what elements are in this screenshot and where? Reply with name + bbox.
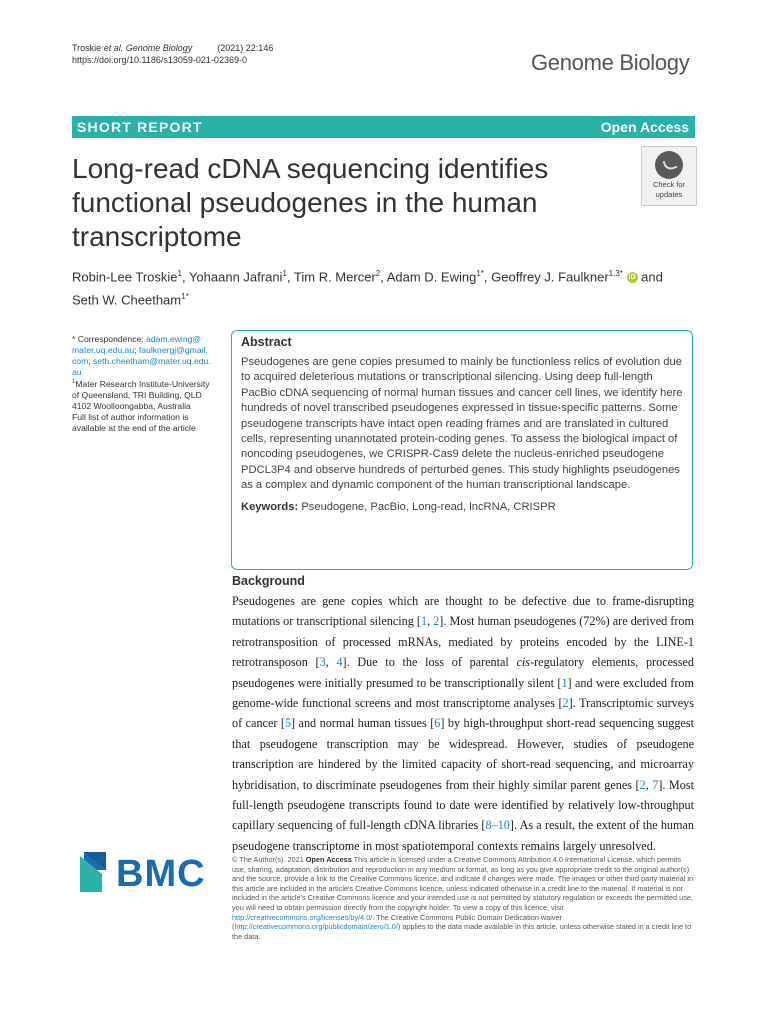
license-pre: © The Author(s). 2021 bbox=[232, 855, 304, 864]
badge-line2: updates bbox=[655, 190, 683, 199]
email-link[interactable]: com bbox=[72, 356, 89, 366]
author-affiliation-sup: 1* bbox=[181, 292, 189, 302]
orcid-icon[interactable]: iD bbox=[628, 274, 636, 282]
email-link[interactable]: au bbox=[72, 367, 82, 377]
citation-line bbox=[72, 42, 273, 54]
author-name: Geoffrey J. Faulkner bbox=[491, 269, 609, 285]
author-name: Seth W. Cheetham bbox=[72, 292, 182, 308]
abstract-box bbox=[231, 330, 693, 570]
body-text: ] and were excluded from genome-wide functional screens and most transcriptome analyses [ bbox=[232, 675, 694, 711]
affiliation-block bbox=[72, 377, 222, 434]
citation-link[interactable]: 2 bbox=[562, 696, 569, 711]
author-name: Yohaann Jafrani bbox=[188, 269, 283, 285]
author-affiliation-sup: 1 bbox=[282, 269, 287, 278]
body-text: , bbox=[645, 777, 653, 792]
keywords-list: Pseudogene, PacBio, Long-read, lncRNA, CRISPR bbox=[301, 500, 556, 513]
journal-name: Genome Biology bbox=[531, 50, 690, 75]
author-affiliation-sup: 1 bbox=[177, 269, 182, 278]
citation-link[interactable]: 5 bbox=[284, 716, 292, 731]
article-type-band bbox=[72, 116, 695, 138]
check-for-updates-badge[interactable] bbox=[641, 146, 697, 206]
background-paragraph bbox=[232, 591, 694, 856]
citation-link[interactable]: 3 bbox=[319, 655, 326, 670]
citation-link[interactable]: 1 bbox=[420, 614, 428, 629]
background-heading: Background bbox=[232, 574, 305, 588]
body-text: ]. Due to the loss of parental bbox=[342, 655, 517, 670]
bmc-logo bbox=[72, 852, 222, 892]
doi-link[interactable]: https://doi.org/10.1186/s13059-021-02369-0 bbox=[72, 55, 247, 65]
badge-line1: Check for bbox=[652, 180, 686, 189]
body-text: ]. Transcriptomic surveys of cancer [ bbox=[232, 696, 694, 731]
affiliation-line: Full list of author information is bbox=[72, 411, 189, 422]
body-text: ]. Most human pseudogenes (72%) are derived from retrotransposition of processed mRNAs, mediated by proteins encoded by the LINE-1 retrotransposon [ bbox=[232, 614, 694, 670]
author-and: and bbox=[641, 269, 663, 285]
citation-year: (2021) 22:146 bbox=[217, 43, 274, 53]
affiliation-line: available at the end of the article bbox=[72, 422, 196, 433]
license-body: This article is licensed under a Creative Commons Attribution 4.0 International License, which permits use, sharing, adaptation, distribution and reproduction in any medium or format, as long as you give appropriate credit to the original author(s) and the source, provide a link to the Creative Commons licence, and indicate if changes were made. The images or other third party material in this article are included in the article's Creative Commons licence, unless indicated otherwise in a credit line to the material. If material is not included in the article's Creative Commons licence and your intended use is not permitted by statutory regulation or exceeds the permitted use, you will need to obtain permission directly from the copyright holder. To view a copy of this licence, visit bbox=[232, 855, 694, 912]
author-affiliation-sup: 1,3* bbox=[608, 269, 623, 278]
body-text: , bbox=[325, 655, 337, 670]
affiliation-sup: 1 bbox=[72, 379, 76, 385]
body-text: ] by high-throughput short-read sequencing suggest that pseudogene transcription may be widespread. However, studies of pseudogene transcription are hindered by the limited capacity of short-read sequencing, and microarray hybridisation, to discriminate pseudogenes from their highly similar parent genes [ bbox=[232, 716, 694, 792]
keywords-line bbox=[241, 500, 683, 515]
open-access-label: Open Access bbox=[600, 119, 689, 135]
body-text: ]. As a result, the extent of the human pseudogene transcriptome in most spatiotemporal contexts remains largely unresolved. bbox=[232, 818, 695, 853]
email-link[interactable]: adam.ewing@ bbox=[146, 334, 202, 344]
correspondence-label: * Correspondence: bbox=[72, 334, 144, 344]
body-text: , bbox=[427, 614, 434, 629]
citation-link[interactable]: 6 bbox=[434, 716, 441, 731]
license-url[interactable]: http://creativecommons.org/publicdomain/zero/1.0/ bbox=[234, 922, 398, 932]
license-text bbox=[232, 855, 694, 941]
keywords-label: Keywords: bbox=[241, 500, 299, 513]
author-name: Tim R. Mercer bbox=[293, 269, 376, 285]
license-url[interactable]: http://creativecommons.org/licenses/by/4.0/ bbox=[232, 912, 373, 922]
body-text: -regulatory elements, processed pseudogenes were initially presumed to be transcriptionally silent [ bbox=[232, 655, 695, 690]
citation-link[interactable]: 7 bbox=[652, 777, 659, 792]
body-text: ]. Most full-length pseudogene transcripts found to date were identified by relatively low-throughput capillary sequencing of full-length cDNA libraries [ bbox=[232, 777, 694, 833]
abstract-text: Pseudogenes are gene copies presumed to mainly be functionless relics of evolution due to acquired deleterious mutations or transcriptional silencing. Using deep full-length PacBio cDNA sequencing of normal human tissues and cancer cell lines, we identify here hundreds of novel transcribed pseudogenes expressed in tissue-specific patterns. Some pseudogene transcripts have intact open reading frames and are translated in cultured cells, representing unannotated protein-coding genes. To assess the biological impact of noncoding pseudogenes, we CRISPR-Cas9 delete the nucleus-enriched pseudogene PDCL3P4 and observe hundreds of perturbed genes. This study highlights pseudogenes as a complex and dynamic component of the human transcriptional landscape. bbox=[241, 356, 683, 492]
citation-etal: et al. Genome Biology bbox=[103, 43, 193, 53]
citation-link[interactable]: 8–10 bbox=[485, 818, 510, 833]
citation-link[interactable]: 1 bbox=[561, 675, 568, 690]
body-text-italic: cis bbox=[516, 655, 531, 670]
affiliation-line: 4102 Woolloongabba, Australia bbox=[72, 400, 191, 411]
license-body3: ) applies to the data made available in this article, unless otherwise stated in a credit line to the data. bbox=[232, 922, 692, 941]
author-name: Robin-Lee Troskie bbox=[72, 269, 178, 285]
correspondence-block: * Correspondence: adam.ewing@ mater.uq.edu.au; faulknergj@gmail. com; seth.cheetham@mater.uq.edu. au bbox=[72, 334, 211, 377]
bmc-logo-icon bbox=[72, 852, 222, 892]
affiliation-line: of Queensland, TRI Building, QLD bbox=[72, 389, 202, 400]
article-type: SHORT REPORT bbox=[77, 119, 203, 135]
crossmark-icon bbox=[655, 151, 683, 179]
email-link[interactable]: seth.cheetham@mater.uq.edu. bbox=[93, 356, 211, 366]
citation-author: Troskie bbox=[72, 43, 102, 53]
affiliation-line: Mater Research Institute-University bbox=[75, 378, 210, 389]
author-affiliation-sup: 1* bbox=[476, 269, 484, 278]
bmc-logo-text: BMC bbox=[116, 853, 206, 892]
email-link[interactable]: faulknergj@gmail. bbox=[138, 345, 208, 355]
citation-link[interactable]: 2 bbox=[639, 777, 646, 792]
body-text: ] and normal human tissues [ bbox=[291, 716, 435, 731]
abstract-heading: Abstract bbox=[241, 335, 292, 349]
email-link[interactable]: mater.uq.edu.au bbox=[72, 345, 135, 355]
article-title: Long-read cDNA sequencing identifies functional pseudogenes in the human transcriptome bbox=[72, 153, 549, 252]
citation-link[interactable]: 2 bbox=[433, 614, 440, 629]
author-affiliation-sup: 2 bbox=[375, 269, 381, 278]
author-name: Adam D. Ewing bbox=[386, 269, 477, 285]
citation-link[interactable]: 4 bbox=[336, 655, 343, 670]
body-text: Pseudogenes are gene copies which are thought to be defective due to frame-disrupting mutations or transcriptional silencing [ bbox=[232, 594, 694, 629]
license-body2: . The Creative Commons Public Domain Dedication waiver ( bbox=[232, 912, 562, 932]
license-open-access: Open Access bbox=[305, 855, 352, 864]
author-list: Robin-Lee Troskie$^1$, Yohaann Jafrani$^1$, Tim R. Mercer$^2$, Adam D. Ewing$^{1*}$, Geoffrey J. Faulkner$^{1,3*}$ iD and Seth W. Cheetham$^{1*}$ bbox=[72, 269, 663, 308]
